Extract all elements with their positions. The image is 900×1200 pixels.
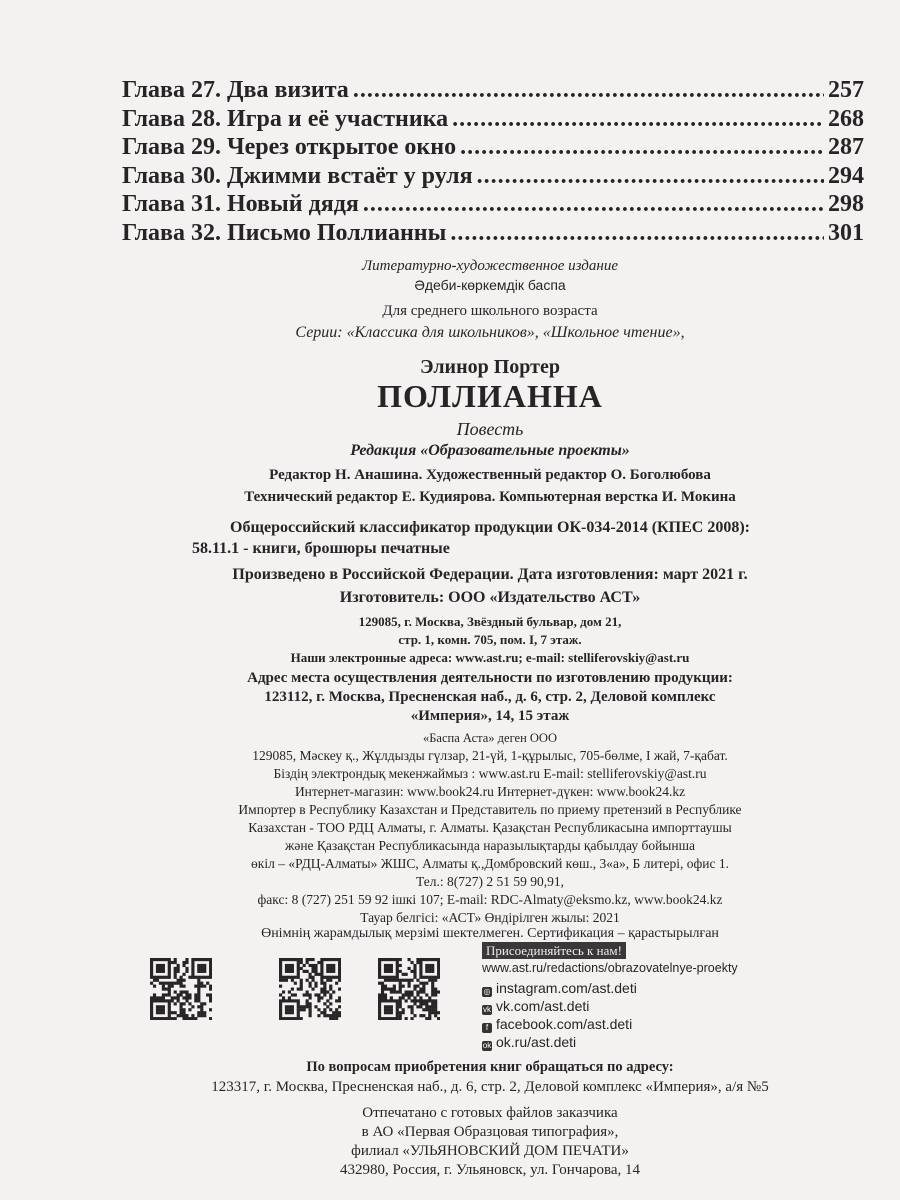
table-of-contents <box>122 76 864 247</box>
classifier-2: 58.11.1 - книги, брошюры печатные <box>192 540 450 557</box>
kz-line-2: 129085, Мәскеу қ., Жұлдызды гүлзар, 21-үй, 1-құрылыс, 705-бөлме, I жай, 7-қабат. <box>252 748 728 763</box>
kz-line-1: «Баспа Аста» деген ООО <box>422 731 557 745</box>
printed-2: в АО «Первая Образцовая типография», <box>361 1124 619 1140</box>
editors-1: Редактор Н. Анашина. Художественный редактор О. Боголюбова <box>269 467 711 483</box>
kz-line-3: Біздің электрондық мекенжаймыз : www.ast.ru E-mail: stelliferovskiy@ast.ru <box>273 766 707 781</box>
printed-3: филиал «УЛЬЯНОВСКИЙ ДОМ ПЕЧАТИ» <box>351 1143 629 1159</box>
qr-code[interactable] <box>279 958 341 1020</box>
facebook-icon: f <box>482 1023 492 1033</box>
toc-entry: Глава 32. Письмо Поллианны ..... 301 <box>122 219 864 248</box>
author: Элинор Портер <box>420 356 560 378</box>
kz-line-4: Интернет-магазин: www.book24.ru Интернет-дүкен: www.book24.kz <box>294 784 686 799</box>
series: Серии: «Классика для школьников», «Школьное чтение», <box>295 324 685 341</box>
ok-icon: ok <box>482 1041 492 1050</box>
kz-line-7: және Қазақстан Республикасында наразылықтарды қабылдау бойынша <box>285 838 695 853</box>
edition: Редакция «Образовательные проекты» <box>350 442 630 459</box>
kz-line-5: Импортер в Республику Казахстан и Представитель по приему претензий в Республике <box>238 802 742 817</box>
production-address-1: Адрес места осуществления деятельности по изготовлению продукции: <box>247 670 733 686</box>
instagram-link[interactable]: ◎ instagram.com/ast.deti <box>483 980 637 996</box>
genre-kz: Әдеби-көркемдік баспа <box>414 277 566 293</box>
toc-entry: Глава 30. Джимми встаёт у руля ..... 294 <box>122 162 864 191</box>
age-group: Для среднего школьного возраста <box>382 303 598 319</box>
toc-entry: Глава 29. Через открытое окно ..... 287 <box>122 133 864 162</box>
qr-code[interactable] <box>378 958 440 1020</box>
manufacturer-address-1: 129085, г. Москва, Звёздный бульвар, дом 21, <box>358 614 622 629</box>
kz-certification: Өнімнің жарамдылық мерзімі шектелмеген. Сертификация – қарастырылған <box>261 926 719 941</box>
genre-ru: Литературно-художественное издание <box>362 258 618 274</box>
printed-1: Отпечатано с готовых файлов заказчика <box>362 1105 618 1121</box>
kz-fax: факс: 8 (727) 251 59 92 ішкі 107; E-mail: RDC-Almaty@eksmo.kz, www.book24.kz <box>257 892 723 907</box>
emails: Наши электронные адреса: www.ast.ru; e-mail: stelliferovskiy@ast.ru <box>290 650 690 665</box>
vk-link[interactable]: vk vk.com/ast.deti <box>483 998 590 1014</box>
kz-trademark: Тауар белгісі: «АСТ» Өндірілген жылы: 2021 <box>360 910 620 925</box>
manufacturer-address-2: стр. 1, комн. 705, пом. I, 7 этаж. <box>398 632 582 647</box>
vk-icon: vk <box>483 1005 491 1014</box>
qr-code[interactable] <box>150 958 212 1020</box>
purchase-heading: По вопросам приобретения книг обращаться по адресу: <box>306 1059 674 1075</box>
production-date: Произведено в Российской Федерации. Дата изготовления: март 2021 г. <box>232 566 748 583</box>
toc-entry: Глава 27. Два визита ..... 257 <box>122 76 864 105</box>
purchase-address: 123317, г. Москва, Пресненская наб., д. 6, стр. 2, Деловой комплекс «Империя», а/я №5 <box>211 1079 769 1095</box>
ok-link[interactable]: ok ok.ru/ast.deti <box>482 1034 577 1050</box>
join-us-banner: Присоединяйтесь к нам! <box>482 942 626 959</box>
production-address-3: «Империя», 14, 15 этаж <box>410 708 570 724</box>
facebook-link[interactable]: f facebook.com/ast.deti <box>482 1016 632 1033</box>
production-address-2: 123112, г. Москва, Пресненская наб., д. 6, стр. 2, Деловой комплекс <box>264 689 716 705</box>
toc-entry: Глава 28. Игра и её участника ..... 268 <box>122 105 864 134</box>
manufacturer: Изготовитель: ООО «Издательство АСТ» <box>339 589 641 606</box>
book-title: ПОЛЛИАННА <box>377 378 603 414</box>
website-link[interactable]: www.ast.ru/redactions/obrazovatelnye-proekty <box>482 961 738 975</box>
classifier-1: Общероссийский классификатор продукции ОК-034-2014 (КПЕС 2008): <box>230 519 750 536</box>
kz-line-6: Казахстан - ТОО РДЦ Алматы, г. Алматы. Қазақстан Республикасына импорттаушы <box>248 820 732 835</box>
instagram-icon: ◎ <box>483 987 491 996</box>
editors-2: Технический редактор Е. Кудиярова. Компьютерная верстка И. Мокина <box>244 489 736 505</box>
kz-phone: Тел.: 8(727) 2 51 59 90,91, <box>416 874 564 889</box>
book-subtitle: Повесть <box>456 419 524 439</box>
kz-line-8: өкіл – «РДЦ-Алматы» ЖШС, Алматы қ.,Домбровский көш., 3«а», Б литері, офис 1. <box>251 856 729 871</box>
toc-entry: Глава 31. Новый дядя ..... 298 <box>122 190 864 219</box>
printed-4: 432980, Россия, г. Ульяновск, ул. Гончарова, 14 <box>339 1162 641 1178</box>
